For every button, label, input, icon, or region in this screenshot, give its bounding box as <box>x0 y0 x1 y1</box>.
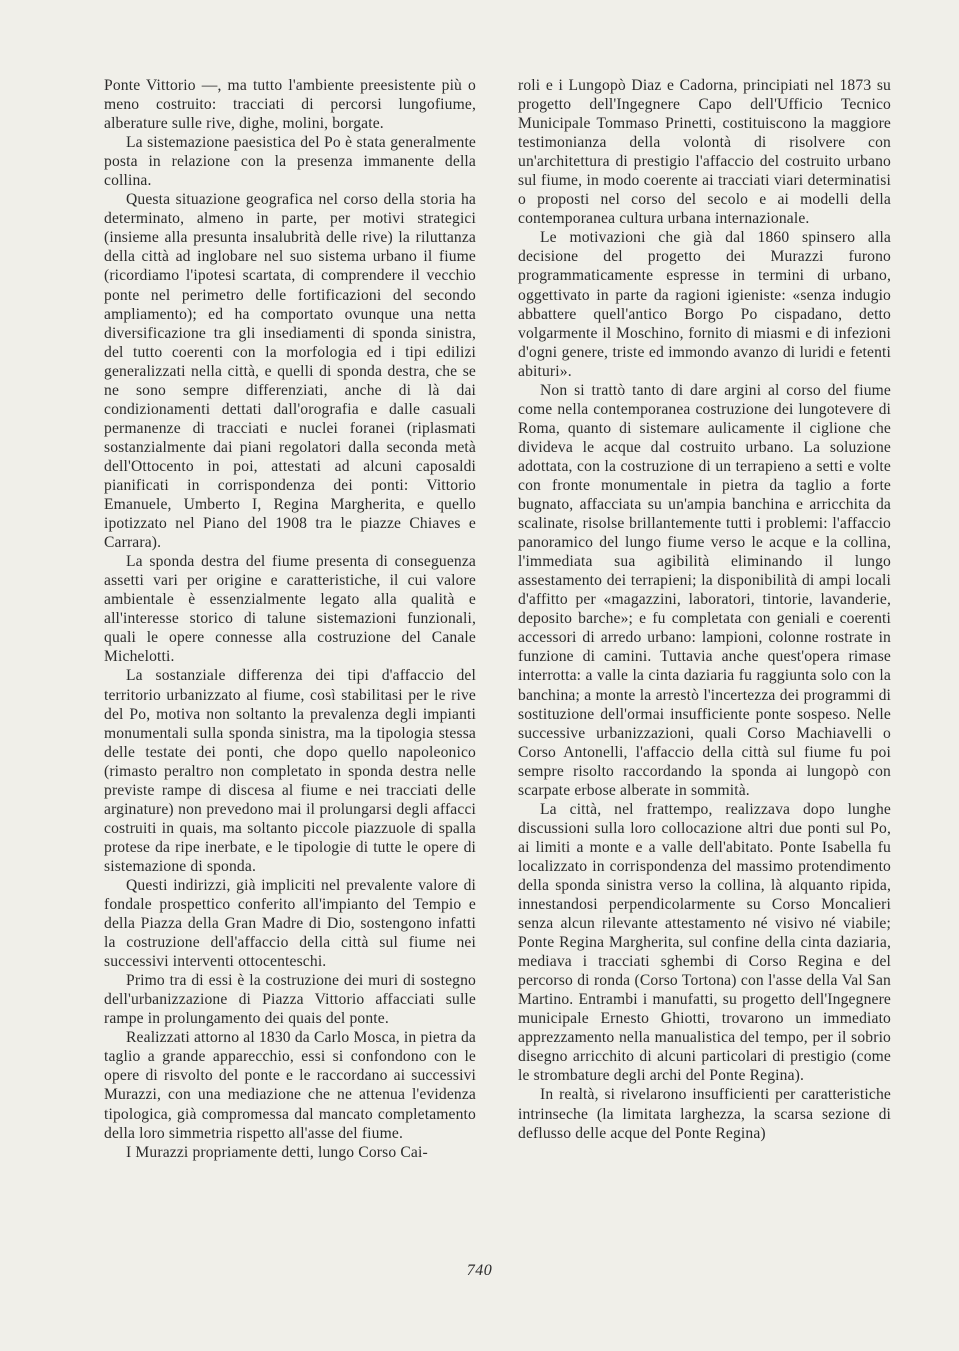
paragraph: roli e i Lungopò Diaz e Cadorna, principiati nel 1873 su progetto dell'Ingegnere Capo dell'Ufficio Tecnico Municipale Tommaso Prinetti, costituiscono la maggiore testimonianza della volontà di risolvere con un'architettura di prestigio l'affaccio del costruito urbano sul fiume, in modo coerente ai tracciati viari determinatisi o proposti nel corso del secolo e ai modelli della contemporanea cultura urbana internazionale. <box>518 77 891 228</box>
paragraph: La sostanziale differenza dei tipi d'affaccio del territorio urbanizzato al fiume, così stabilitasi per le rive del Po, motiva non soltanto la prevalenza degli impianti monumentali sulla sponda sinistra, ma la tipologia stessa delle testate dei ponti, che dopo quello napoleonico (rimasto peraltro non completato in sponda destra nelle previste rampe di discesa al fiume e nei tracciati delle arginature) non prevedono mai il prolungarsi degli affacci costruiti in quais, ma soltanto piccole piazzuole di spalla protese da ripe inerbate, e le tipologie di tutte le opere di sistemazione di sponda. <box>104 667 476 875</box>
paragraph: In realtà, si rivelarono insufficienti per caratteristiche intrinseche (la limitata larghezza, la scarsa sezione di deflusso delle acque del Ponte Regina) <box>518 1086 891 1142</box>
paragraph: La sistemazione paesistica del Po è stata generalmente posta in relazione con la presenza immanente della collina. <box>104 134 476 190</box>
page-number: 740 <box>466 1262 493 1279</box>
left-column <box>104 76 476 1162</box>
paragraph: Questi indirizzi, già impliciti nel prevalente valore di fondale prospettico conferito all'impianto del Tempio e della Piazza della Gran Madre di Dio, sostengono infatti la costruzione dell'affaccio della città sul fiume nei successivi interventi ottocenteschi. <box>104 876 476 971</box>
paragraph: Ponte Vittorio —, ma tutto l'ambiente preesistente più o meno costruito: tracciati di percorsi lungofiume, alberature sulle rive, dighe, molini, borgate. <box>104 77 476 133</box>
paragraph: Questa situazione geografica nel corso della storia ha determinato, almeno in parte, per motivi strategici (insieme alla presunta insalubrità delle rive) la riluttanza della città ad inglobare nel suo sistema urbano il fiume (ricordiamo l'ipotesi scartata, di comprendere il vecchio ponte nel perimetro delle fortificazioni del secondo ampliamento); ed ha comportato ovunque una netta diversificazione tra gli insediamenti di sponda sinistra, del tutto coerenti con la morfologia ed i tipi edilizi generalizzati nella città, e quelli di sponda destra, che se ne sono sempre differenziati, anche di là dai condizionamenti dettati dall'orografia e dalle casuali permanenze di tracciati e nuclei foranei (riplasmati sostanzialmente dai piani regolatori dalla seconda metà dell'Ottocento in poi, attestati ad alcuni caposaldi pianificati in corrispondenza dei ponti: Vittorio Emanuele, Umberto I, Regina Margherita, e quello ipotizzato nel Piano del 1908 tra le piazze Chiaves e Carrara). <box>104 191 476 552</box>
paragraph: Non si trattò tanto di dare argini al corso del fiume come nella contemporanea costruzione dei lungotevere di Roma, quanto di sistemare aulicamente il ciglione che divideva le acque dal costruito urbano. La soluzione adottata, con la costruzione di un terrapieno a setti e volte con fronte monumentale in pietra da taglio a forte bugnato, affacciata su un'ampia banchina e arricchita da scalinate, risolse brillantemente tutti i problemi: l'affaccio panoramico del lungo fiume verso le acque e la collina, l'immediata sua agibilità eliminando il lungo assestamento dei terrapieni; la disponibilità di ampi locali d'affitto per «magazzini, laboratori, tintorie, lavanderie, deposito barche»; e fu completata con geniali e coerenti accessori di arredo urbano: lampioni, colonne rostrate in funzione di camini. Tuttavia anche quest'opera rimase interrotta: a valle la cinta daziaria fu raggiunta solo con la banchina; a monte la arrestò l'incertezza dei programmi di sostituzione dell'ormai insufficiente ponte sospeso. Nelle successive urbanizzazioni, quali Corso Machiavelli o Corso Antonelli, l'affaccio della città sul fiume fu poi sempre risolto raccordando la sponda ai lungopò con scarpate erbose alberate in sommità. <box>518 381 891 799</box>
paragraph: Le motivazioni che già dal 1860 spinsero alla decisione del progetto dei Murazzi furono programmaticamente espresse in termini di urbano, oggettivato in parte da ragioni igieniste: «senza indugio abbattere quell'antico Borgo Po cispadano, detto volgarmente il Moschino, fornito di miasmi e di infezioni d'ogni genere, triste ed immondo avanzo di luridi e fetenti abituri». <box>518 229 891 380</box>
right-column <box>518 76 891 1143</box>
paragraph: La sponda destra del fiume presenta di conseguenza assetti vari per origine e caratteristiche, il cui valore ambientale è essenzialmente legato alla qualità e all'interesse storico di talune sistemazioni funzionali, quali le opere connesse alla costruzione del Canale Michelotti. <box>104 553 476 666</box>
paragraph: Realizzati attorno al 1830 da Carlo Mosca, in pietra da taglio a grande apparecchio, essi si confondono con le opere di risvolto del ponte e le raccordano ai successivi Murazzi, con una mediazione che ne attenua l'evidenza tipologica, già compromessa dal mancato completamento della loro simmetria rispetto all'asse del fiume. <box>104 1029 476 1142</box>
paragraph: Primo tra di essi è la costruzione dei muri di sostegno dell'urbanizzazione di Piazza Vittorio affacciati sulle rampe in prolungamento dei quais del ponte. <box>104 972 476 1028</box>
paragraph: I Murazzi propriamente detti, lungo Corso Cai- <box>126 1143 428 1161</box>
paragraph: La città, nel frattempo, realizzava dopo lunghe discussioni sulla loro collocazione altri due ponti sul Po, ai limiti a monte e a valle dell'abitato. Ponte Isabella fu localizzato in corrispondenza del massimo protendimento della sponda sinistra verso la collina, là alquanto ripida, innestandosi perpendicolarmente su Corso Moncalieri senza alcun rilevante attestamento né visivo né viabile; Ponte Regina Margherita, sul confine della cinta daziaria, mediava i tracciati sghembi di Corso Regina e del percorso di ronda (Corso Tortona) con l'asse della Val San Martino. Entrambi i manufatti, su progetto dell'Ingegnere municipale Ernesto Ghiotti, trovarono un immediato apprezzamento nella manualistica del tempo, per il sobrio disegno arricchito di alcuni particolari di prestigio (come le strombature degli archi del Ponte Regina). <box>518 800 891 1085</box>
